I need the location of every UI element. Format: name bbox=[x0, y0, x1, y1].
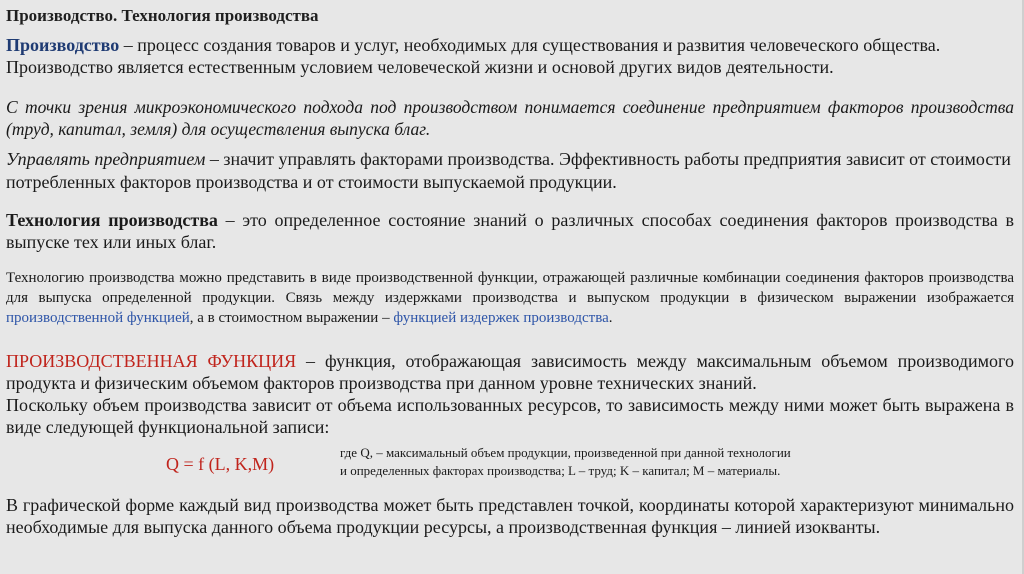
intro-text-1: Технологию производства можно представить в виде производственной функции, отражающей различные комбинации соединения факторов производства для выпуска определенной продукции. Связь между издержками производства и выпуском продукции в физическом выражении изображается bbox=[6, 270, 1014, 306]
term-production-function: ПРОИЗВОДСТВЕННАЯ ФУНКЦИЯ bbox=[6, 351, 297, 371]
production-technology-text: – это определенное состояние знаний о различных способах соединения факторов производства в выпуске тех или иных благ. bbox=[6, 210, 1014, 252]
formula-note bbox=[340, 444, 791, 480]
term-manage-enterprise: Управлять предприятием bbox=[6, 149, 206, 169]
production-function-definition-text: – функция, отображающая зависимость между максимальным объемом производимого продукта и физическим объемом факторов производства при данном уровне технических знаний. bbox=[6, 351, 1014, 393]
paragraph-production-technology bbox=[6, 209, 1014, 253]
link-cost-function[interactable]: функцией издержек производства bbox=[393, 310, 609, 326]
link-production-function[interactable]: производственной функцией bbox=[6, 310, 190, 326]
paragraph-isoquant: В графической форме каждый вид производства может быть представлен точкой, координаты которой характеризуют минимально необходимые для выпуска данного объема продукции ресурсы, а производственная функция – линией изокванты. bbox=[6, 495, 1014, 537]
production-definition-text: – процесс создания товаров и услуг, необходимых для существования и развития человеческого общества. Производство является естественным условием человеческой жизни и основой других видов деятельности. bbox=[6, 35, 941, 77]
term-production-technology: Технология производства bbox=[6, 210, 218, 230]
term-production: Производство bbox=[6, 35, 120, 55]
paragraph-enterprise-management bbox=[6, 148, 1014, 194]
formula-row bbox=[0, 444, 1014, 484]
paragraph-microeconomic-approach: С точки зрения микроэкономического подхода под производством понимается соединение предприятием факторов производства (труд, капитал, земля) для осуществления выпуска благ. bbox=[6, 97, 1014, 139]
intro-text-3: . bbox=[608, 310, 613, 326]
formula-note-line-1: где Q, – максимальный объем продукции, произведенной при данной технологии bbox=[340, 445, 791, 460]
production-function-formula: Q = f (L, K,M) bbox=[166, 454, 275, 474]
formula-note-line-2: и определенных факторах производства; L – труд; K – капитал; M – материалы. bbox=[340, 463, 781, 478]
paragraph-production-function-intro bbox=[6, 268, 1014, 328]
functional-notation-lead-in: Поскольку объем производства зависит от объема использованных ресурсов, то зависимость между ними может быть выражена в виде следующей функциональной записи: bbox=[6, 395, 1014, 437]
paragraph-production-definition bbox=[6, 34, 1014, 78]
intro-text-2: , а в стоимостном выражении – bbox=[189, 310, 394, 326]
paragraph-production-function-definition bbox=[6, 350, 1014, 438]
page-title: Производство. Технология производства bbox=[6, 6, 319, 25]
enterprise-management-text: – значит управлять факторами производства. Эффективность работы предприятия зависит от стоимости потребленных факторов производства и от стоимости выпускаемой продукции. bbox=[6, 149, 1011, 192]
